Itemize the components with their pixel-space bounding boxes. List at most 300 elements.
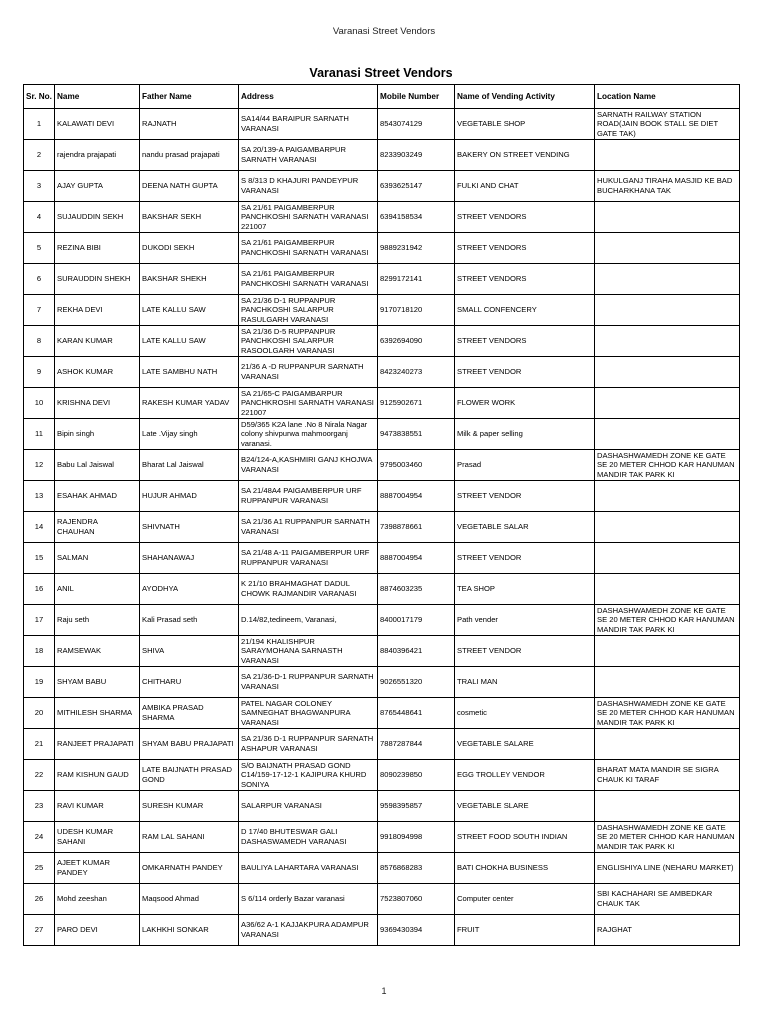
cell-address-text: D59/365 K2A lane .No 8 Nirala Nagar colony shivpurwa mahmoorganj varanasi. <box>241 419 368 448</box>
cell-location-name <box>595 760 740 791</box>
cell-father-name <box>140 543 239 574</box>
cell-address-text: SA 21/36 D-1 RUPPANPUR SARNATH ASHAPUR VARANASI <box>241 734 374 753</box>
cell-vending-activity <box>455 233 595 264</box>
cell-mobile-number-text: 8874603235 <box>380 584 423 594</box>
cell-vending-activity-text: FLOWER WORK <box>457 398 516 408</box>
cell-mobile-number-text: 9598395857 <box>380 801 423 811</box>
cell-father-name <box>140 326 239 357</box>
cell-father-name-text: OMKARNATH PANDEY <box>142 863 223 873</box>
cell-name <box>55 667 140 698</box>
cell-vending-activity <box>455 419 595 450</box>
cell-name-text: SHYAM BABU <box>57 677 107 687</box>
cell-sr-no-text: 1 <box>36 119 42 129</box>
cell-name-text: REKHA DEVI <box>57 305 103 315</box>
cell-mobile-number <box>378 388 455 419</box>
cell-vending-activity-text: FRUIT <box>457 925 480 935</box>
cell-father-name <box>140 450 239 481</box>
table-row <box>24 636 740 667</box>
cell-name-text: SUJAUDDIN SEKH <box>57 212 124 222</box>
cell-location-name-text: DASHASHWAMEDH ZONE KE GATE SE 20 METER CHHOD KAR HANUMAN MANDIR TAK PARK KI <box>597 822 735 851</box>
cell-father-name-text: RAJNATH <box>142 119 177 129</box>
cell-father-name <box>140 605 239 636</box>
cell-location-name <box>595 884 740 915</box>
cell-mobile-number-text: 8543074129 <box>380 119 423 129</box>
cell-vending-activity-text: STREET VENDOR <box>457 553 522 563</box>
cell-name <box>55 450 140 481</box>
cell-father-name-text: Bharat Lal Jaiswal <box>142 460 204 470</box>
cell-address <box>239 667 378 698</box>
cell-father-name-text: LATE KALLU SAW <box>142 336 206 346</box>
cell-location-name <box>595 233 740 264</box>
cell-location-name <box>595 388 740 419</box>
cell-vending-activity-text: STREET VENDOR <box>457 646 522 656</box>
cell-father-name <box>140 171 239 202</box>
cell-address <box>239 791 378 822</box>
cell-father-name <box>140 853 239 884</box>
cell-address <box>239 357 378 388</box>
cell-name <box>55 171 140 202</box>
cell-address-text: S/O BAIJNATH PRASAD GOND C14/159-17-12-1 KAJIPURA KHURD SONIYA <box>241 760 367 789</box>
cell-mobile-number-text: 9369430394 <box>380 925 423 935</box>
cell-father-name <box>140 419 239 450</box>
cell-location-name <box>595 202 740 233</box>
cell-location-name <box>595 171 740 202</box>
cell-father-name-text: RAM LAL SAHANI <box>142 832 205 842</box>
table-row <box>24 760 740 791</box>
cell-address-text: SA 21/36 D-5 RUPPANPUR PANCHKOSHI SALARPUR RASOOLGARH VARANASI <box>241 326 336 355</box>
cell-father-name-text: DUKODI SEKH <box>142 243 195 253</box>
cell-vending-activity-text: VEGETABLE SLARE <box>457 801 529 811</box>
column-header-mobile-number: Mobile Number <box>378 85 455 109</box>
cell-vending-activity-text: VEGETABLE SHOP <box>457 119 526 129</box>
cell-name-text: Bipin singh <box>57 429 95 439</box>
cell-address <box>239 171 378 202</box>
cell-sr-no <box>24 357 55 388</box>
cell-father-name-text: SHIVA <box>142 646 165 656</box>
cell-address-text: SALARPUR VARANASI <box>241 801 322 811</box>
cell-location-name <box>595 698 740 729</box>
cell-sr-no <box>24 884 55 915</box>
cell-name-text: RANJEET PRAJAPATI <box>57 739 134 749</box>
cell-location-name <box>595 512 740 543</box>
cell-sr-no <box>24 202 55 233</box>
cell-name-text: ESAHAK AHMAD <box>57 491 117 501</box>
cell-name <box>55 574 140 605</box>
cell-vending-activity-text: FULKI AND CHAT <box>457 181 519 191</box>
cell-location-name <box>595 791 740 822</box>
cell-address-text: SA 21/36-D-1 RUPPANPUR SARNATH VARANASI <box>241 672 374 691</box>
cell-father-name <box>140 822 239 853</box>
cell-location-name <box>595 140 740 171</box>
cell-address-text: D 17/40 BHUTESWAR GALI DASHASWAMEDH VARANASI <box>241 827 347 846</box>
cell-location-name <box>595 636 740 667</box>
cell-name-text: AJEET KUMAR PANDEY <box>57 858 111 877</box>
table-row <box>24 667 740 698</box>
cell-location-name <box>595 264 740 295</box>
cell-mobile-number <box>378 698 455 729</box>
cell-sr-no-text: 5 <box>36 243 42 253</box>
cell-sr-no-text: 2 <box>36 150 42 160</box>
cell-location-name-text: RAJGHAT <box>597 925 632 935</box>
cell-sr-no <box>24 512 55 543</box>
cell-mobile-number-text: 8840396421 <box>380 646 423 656</box>
cell-location-name <box>595 326 740 357</box>
cell-sr-no <box>24 543 55 574</box>
cell-address <box>239 295 378 326</box>
table-row <box>24 698 740 729</box>
cell-vending-activity <box>455 450 595 481</box>
cell-vending-activity-text: STREET VENDORS <box>457 336 527 346</box>
table-row <box>24 171 740 202</box>
cell-address-text: S 6/114 orderly Bazar varanasi <box>241 894 345 904</box>
cell-address <box>239 326 378 357</box>
cell-sr-no-text: 18 <box>34 646 44 656</box>
cell-name-text: REZINA BIBI <box>57 243 101 253</box>
cell-vending-activity-text: Computer center <box>457 894 514 904</box>
cell-address <box>239 884 378 915</box>
cell-father-name <box>140 109 239 140</box>
cell-sr-no-text: 11 <box>35 429 43 439</box>
cell-location-name <box>595 481 740 512</box>
cell-vending-activity-text: BATI CHOKHA BUSINESS <box>457 863 549 873</box>
cell-vending-activity <box>455 791 595 822</box>
cell-sr-no <box>24 171 55 202</box>
cell-vending-activity <box>455 512 595 543</box>
cell-location-name-text: DASHASHWAMEDH ZONE KE GATE SE 20 METER CHHOD KAR HANUMAN MANDIR TAK PARK KI <box>597 605 735 634</box>
cell-sr-no <box>24 791 55 822</box>
cell-vending-activity <box>455 295 595 326</box>
cell-address-text: PATEL NAGAR COLONEY SAMNEGHAT BHAGWANPURA VARANASI <box>241 698 351 727</box>
cell-sr-no <box>24 915 55 946</box>
cell-mobile-number-text: 9026551320 <box>380 677 423 687</box>
cell-name <box>55 388 140 419</box>
cell-father-name <box>140 884 239 915</box>
table-row <box>24 202 740 233</box>
cell-mobile-number-text: 7887287844 <box>380 739 423 749</box>
cell-sr-no <box>24 140 55 171</box>
cell-mobile-number <box>378 760 455 791</box>
cell-vending-activity-text: Milk & paper selling <box>457 429 523 439</box>
cell-sr-no <box>24 264 55 295</box>
cell-sr-no-text: 25 <box>34 863 44 873</box>
cell-mobile-number-text: 9889231942 <box>380 243 423 253</box>
cell-father-name-text: Maqsood Ahmad <box>142 894 199 904</box>
cell-vending-activity <box>455 264 595 295</box>
cell-sr-no-text: 3 <box>36 181 42 191</box>
table-row <box>24 853 740 884</box>
cell-sr-no-text: 7 <box>36 305 42 315</box>
cell-sr-no-text: 9 <box>36 367 42 377</box>
cell-address-text: SA 21/61 PAIGAMBERPUR PANCHKOSHI SARNATH VARANASI <box>241 238 369 257</box>
cell-name-text: AJAY GUPTA <box>57 181 103 191</box>
cell-location-name-text: DASHASHWAMEDH ZONE KE GATE SE 20 METER CHHOD KAR HANUMAN MANDIR TAK PARK KI <box>597 450 735 479</box>
cell-sr-no <box>24 388 55 419</box>
cell-vending-activity <box>455 574 595 605</box>
cell-mobile-number <box>378 636 455 667</box>
cell-name-text: RAM KISHUN GAUD <box>57 770 129 780</box>
cell-father-name <box>140 388 239 419</box>
cell-vending-activity-text: VEGETABLE SALAR <box>457 522 529 532</box>
cell-mobile-number <box>378 109 455 140</box>
cell-sr-no-text: 6 <box>36 274 42 284</box>
cell-mobile-number <box>378 574 455 605</box>
cell-vending-activity <box>455 636 595 667</box>
cell-sr-no-text: 20 <box>34 708 44 718</box>
cell-father-name-text: AYODHYA <box>142 584 179 594</box>
cell-sr-no <box>24 481 55 512</box>
cell-location-name-text: SARNATH RAILWAY STATION ROAD(JAIN BOOK STALL SE DIET GATE TAK) <box>597 109 718 138</box>
cell-mobile-number <box>378 791 455 822</box>
cell-father-name-text: SHYAM BABU PRAJAPATI <box>142 739 234 749</box>
cell-mobile-number-text: 8090239850 <box>380 770 423 780</box>
cell-address-text: SA14/44 BARAIPUR SARNATH VARANASI <box>241 114 349 133</box>
cell-location-name <box>595 853 740 884</box>
table-row <box>24 109 740 140</box>
cell-address-text: A36/62 A-1 KAJJAKPURA ADAMPUR VARANASI <box>241 920 369 939</box>
cell-sr-no-text: 22 <box>34 770 44 780</box>
cell-sr-no-text: 24 <box>34 832 44 842</box>
cell-father-name <box>140 574 239 605</box>
cell-father-name <box>140 698 239 729</box>
cell-father-name-text: HUJUR AHMAD <box>142 491 197 501</box>
cell-name <box>55 419 140 450</box>
cell-vending-activity <box>455 171 595 202</box>
cell-location-name-text: DASHASHWAMEDH ZONE KE GATE SE 20 METER CHHOD KAR HANUMAN MANDIR TAK PARK KI <box>597 698 735 727</box>
column-header-location-name: Location Name <box>595 85 740 109</box>
cell-name-text: Mohd zeeshan <box>57 894 107 904</box>
cell-name <box>55 791 140 822</box>
cell-location-name-text: SBI KACHAHARI SE AMBEDKAR CHAUK TAK <box>597 889 713 908</box>
cell-father-name-text: CHITHARU <box>142 677 182 687</box>
table-body <box>24 109 740 946</box>
cell-address <box>239 698 378 729</box>
cell-address <box>239 543 378 574</box>
cell-location-name-text: HUKULGANJ TIRAHA MASJID KE BAD BUCHARKHANA TAK <box>597 176 733 195</box>
cell-father-name <box>140 140 239 171</box>
cell-sr-no-text: 4 <box>36 212 42 222</box>
cell-sr-no <box>24 419 55 450</box>
cell-address-text: 21/194 KHALISHPUR SARAYMOHANA SARNASTH VARANASI <box>241 636 343 665</box>
cell-address-text: 21/36 A -D RUPPANPUR SARNATH VARANASI <box>241 362 364 381</box>
table-row <box>24 512 740 543</box>
cell-mobile-number-text: 8887004954 <box>380 553 423 563</box>
column-header-name: Name <box>55 85 140 109</box>
cell-location-name <box>595 729 740 760</box>
table-row <box>24 357 740 388</box>
cell-name <box>55 264 140 295</box>
cell-mobile-number <box>378 481 455 512</box>
cell-vending-activity-text: Path vender <box>457 615 498 625</box>
table-row <box>24 450 740 481</box>
cell-sr-no-text: 13 <box>34 491 44 501</box>
cell-vending-activity-text: STREET VENDORS <box>457 212 527 222</box>
cell-address <box>239 481 378 512</box>
cell-vending-activity-text: STREET VENDOR <box>457 491 522 501</box>
table-row <box>24 140 740 171</box>
cell-vending-activity-text: TEA SHOP <box>457 584 495 594</box>
cell-vending-activity-text: SMALL CONFENCERY <box>457 305 537 315</box>
cell-sr-no <box>24 605 55 636</box>
cell-sr-no-text: 27 <box>34 925 44 935</box>
page-number: 1 <box>381 986 387 996</box>
cell-mobile-number <box>378 357 455 388</box>
cell-mobile-number-text: 6392694090 <box>380 336 423 346</box>
cell-mobile-number-text: 8299172141 <box>380 274 423 284</box>
cell-location-name <box>595 574 740 605</box>
cell-vending-activity <box>455 667 595 698</box>
cell-name <box>55 109 140 140</box>
cell-sr-no-text: 10 <box>34 398 44 408</box>
cell-father-name <box>140 233 239 264</box>
cell-vending-activity <box>455 822 595 853</box>
cell-name-text: Raju seth <box>57 615 90 625</box>
cell-address <box>239 853 378 884</box>
cell-location-name <box>595 822 740 853</box>
cell-name-text: SALMAN <box>57 553 89 563</box>
cell-sr-no-text: 17 <box>34 615 44 625</box>
cell-mobile-number-text: 9918094998 <box>380 832 423 842</box>
cell-sr-no <box>24 667 55 698</box>
cell-sr-no <box>24 295 55 326</box>
cell-name-text: MITHILESH SHARMA <box>57 708 133 718</box>
cell-mobile-number <box>378 295 455 326</box>
cell-father-name-text: DEENA NATH GUPTA <box>142 181 218 191</box>
cell-mobile-number <box>378 915 455 946</box>
cell-name <box>55 636 140 667</box>
cell-father-name-text: LATE BAIJNATH PRASAD GOND <box>142 765 233 784</box>
cell-name <box>55 140 140 171</box>
cell-father-name <box>140 729 239 760</box>
cell-mobile-number <box>378 884 455 915</box>
cell-address <box>239 140 378 171</box>
table-row <box>24 481 740 512</box>
cell-vending-activity <box>455 915 595 946</box>
cell-vending-activity-text: cosmetic <box>457 708 487 718</box>
cell-mobile-number-text: 9473838551 <box>380 429 423 439</box>
cell-sr-no-text: 15 <box>34 553 44 563</box>
cell-mobile-number <box>378 853 455 884</box>
cell-location-name <box>595 915 740 946</box>
cell-sr-no <box>24 698 55 729</box>
cell-location-name <box>595 667 740 698</box>
table-row <box>24 574 740 605</box>
cell-father-name-text: BAKSHAR SHEKH <box>142 274 207 284</box>
cell-location-name <box>595 109 740 140</box>
cell-sr-no-text: 26 <box>34 894 44 904</box>
vendor-table <box>23 84 740 946</box>
cell-mobile-number-text: 8423240273 <box>380 367 423 377</box>
cell-name <box>55 481 140 512</box>
cell-mobile-number <box>378 667 455 698</box>
cell-address-text: SA 20/139-A PAIGAMBARPUR SARNATH VARANASI <box>241 145 346 164</box>
cell-mobile-number-text: 8765448641 <box>380 708 423 718</box>
table-row <box>24 729 740 760</box>
cell-father-name-text: LATE KALLU SAW <box>142 305 206 315</box>
cell-name <box>55 822 140 853</box>
cell-address <box>239 233 378 264</box>
cell-address <box>239 202 378 233</box>
table-row <box>24 419 740 450</box>
cell-sr-no-text: 16 <box>34 584 44 594</box>
cell-name-text: RAVI KUMAR <box>57 801 104 811</box>
cell-father-name-text: Kali Prasad seth <box>142 615 198 625</box>
table-row <box>24 326 740 357</box>
cell-sr-no <box>24 233 55 264</box>
cell-vending-activity <box>455 729 595 760</box>
cell-name-text: RAJENDRA CHAUHAN <box>57 517 98 536</box>
table-row <box>24 791 740 822</box>
cell-mobile-number-text: 7398878661 <box>380 522 423 532</box>
column-header-father-name: Father Name <box>140 85 239 109</box>
cell-sr-no <box>24 109 55 140</box>
cell-name-text: PARO DEVI <box>57 925 98 935</box>
cell-address <box>239 822 378 853</box>
cell-name-text: KALAWATI DEVI <box>57 119 115 129</box>
cell-name <box>55 884 140 915</box>
cell-address-text: D.14/82,tedineem, Varanasi, <box>241 615 337 625</box>
cell-father-name-text: Late .Vijay singh <box>142 429 198 439</box>
cell-name-text: ASHOK KUMAR <box>57 367 114 377</box>
cell-father-name <box>140 481 239 512</box>
cell-name-text: KARAN KUMAR <box>57 336 113 346</box>
cell-name <box>55 543 140 574</box>
table-row <box>24 295 740 326</box>
cell-sr-no-text: 14 <box>34 522 44 532</box>
cell-address <box>239 264 378 295</box>
cell-name-text: KRISHNA DEVI <box>57 398 111 408</box>
table-row <box>24 264 740 295</box>
cell-father-name <box>140 202 239 233</box>
page-header: Varanasi Street Vendors <box>332 26 436 37</box>
cell-vending-activity-text: STREET VENDOR <box>457 367 522 377</box>
cell-name-text: rajendra prajapati <box>57 150 117 160</box>
cell-father-name <box>140 791 239 822</box>
cell-address-text: BAULIYA LAHARTARA VARANASI <box>241 863 359 873</box>
cell-name-text: Babu Lal Jaiswal <box>57 460 114 470</box>
cell-location-name <box>595 450 740 481</box>
cell-address-text: SA 21/48 A-11 PAIGAMBERPUR URF RUPPANPUR VARANASI <box>241 548 370 567</box>
cell-father-name-text: SHIVNATH <box>142 522 180 532</box>
cell-sr-no <box>24 729 55 760</box>
cell-sr-no <box>24 574 55 605</box>
table-header-row <box>24 85 740 109</box>
column-header-sr-no: Sr. No. <box>24 85 55 109</box>
cell-father-name <box>140 512 239 543</box>
cell-vending-activity <box>455 543 595 574</box>
cell-address <box>239 512 378 543</box>
column-header-address: Address <box>239 85 378 109</box>
cell-address <box>239 729 378 760</box>
cell-mobile-number <box>378 729 455 760</box>
cell-name <box>55 295 140 326</box>
cell-mobile-number-text: 7523807060 <box>380 894 423 904</box>
table-row <box>24 822 740 853</box>
cell-mobile-number-text: 8233903249 <box>380 150 423 160</box>
vendor-sheet <box>23 62 739 946</box>
cell-mobile-number <box>378 512 455 543</box>
cell-father-name-text: nandu prasad prajapati <box>142 150 220 160</box>
cell-address <box>239 915 378 946</box>
cell-mobile-number <box>378 264 455 295</box>
document-title: Varanasi Street Vendors <box>309 66 453 80</box>
cell-father-name-text: AMBIKA PRASAD SHARMA <box>142 703 204 722</box>
cell-address <box>239 605 378 636</box>
cell-sr-no <box>24 822 55 853</box>
cell-vending-activity <box>455 388 595 419</box>
cell-name <box>55 233 140 264</box>
cell-location-name <box>595 357 740 388</box>
cell-father-name-text: LATE SAMBHU NATH <box>142 367 218 377</box>
